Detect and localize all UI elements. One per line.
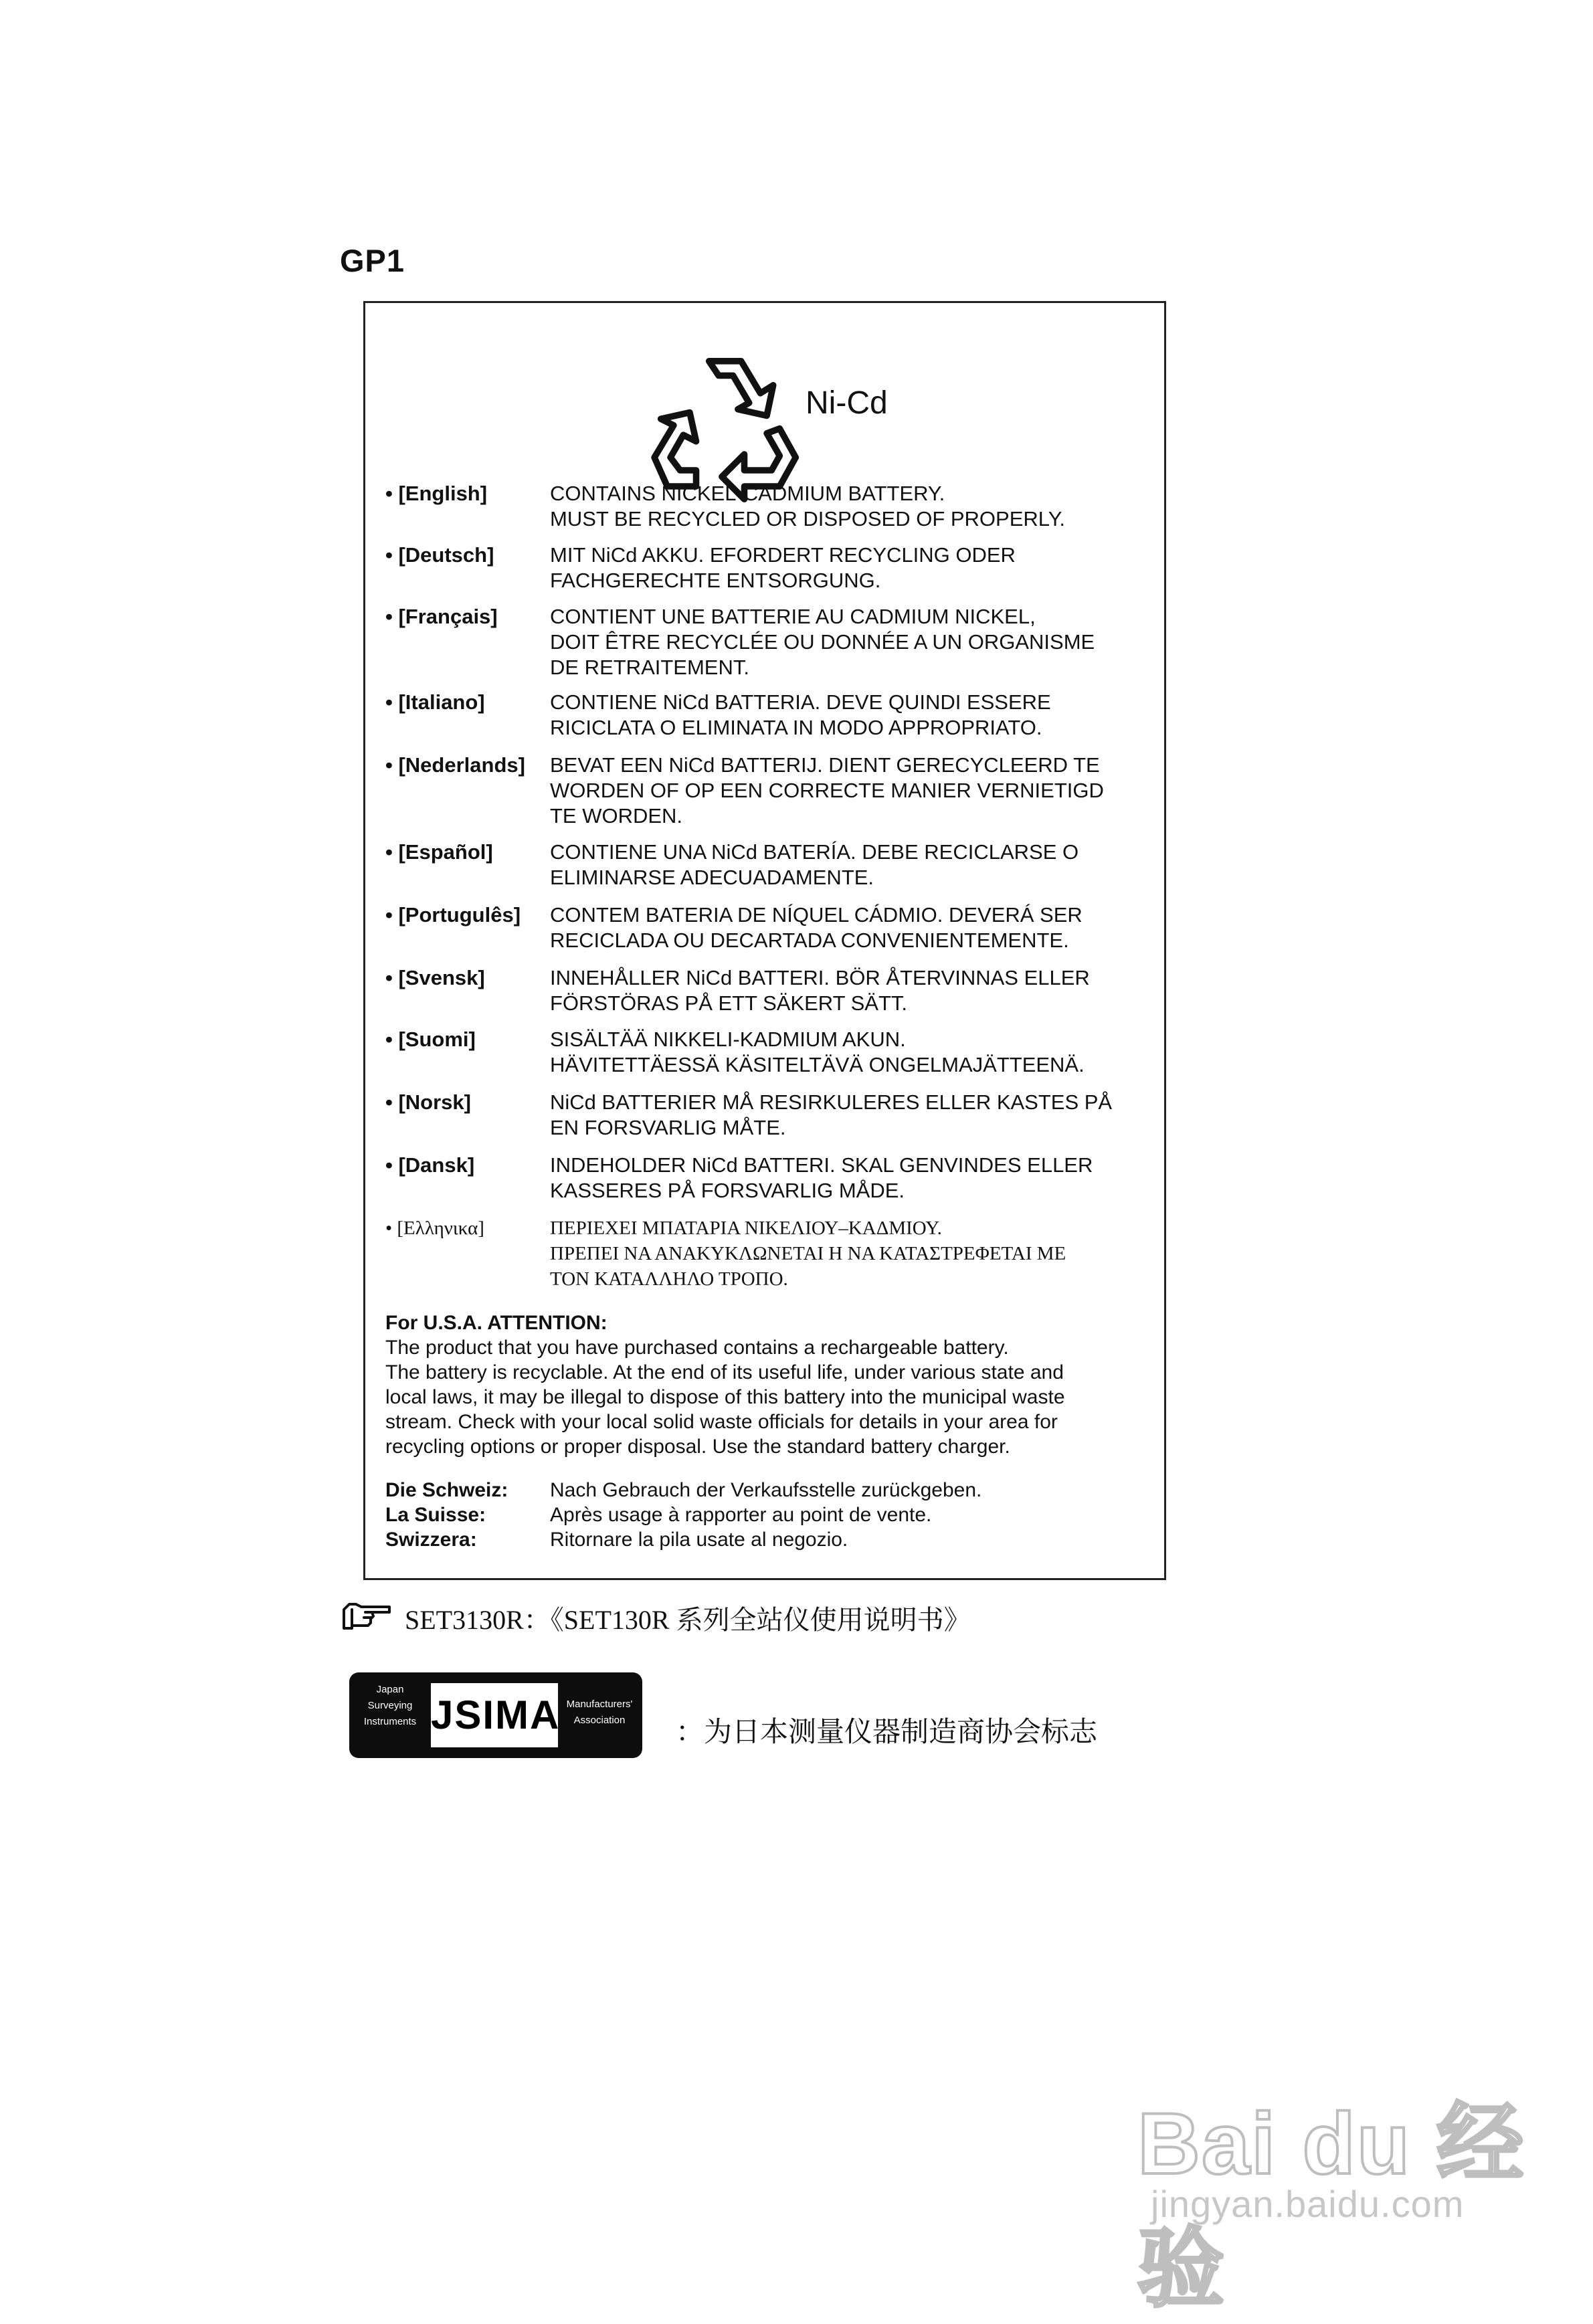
language-text: INDEHOLDER NiCd BATTERI. SKAL GENVINDES ELLER KASSERES PÅ FORSVARLIG MÅDE.: [550, 1153, 1093, 1202]
jsima-line: Association: [573, 1715, 626, 1726]
page-title: GP1: [340, 243, 405, 278]
language-label: • [Portugulês]: [385, 903, 521, 927]
usa-body: The product that you have purchased contains a rechargeable battery. The battery is recyclable. At the end of its useful life, under various state and local laws, it may be illegal to dispose of this battery into the municipal waste stream. Check with your local solid waste officials for details in your area for recycling options or proper disposal. Use the standard battery charger.: [385, 1337, 1065, 1458]
language-label: • [Dansk]: [385, 1153, 475, 1177]
swiss-row: [385, 1527, 1155, 1552]
jsima-line: Instruments: [363, 1716, 417, 1727]
jsima-line: Manufacturers': [566, 1699, 633, 1710]
language-text: CONTEM BATERIA DE NÍQUEL CÁDMIO. DEVERÁ SER RECICLADA OU DECARTADA CONVENIENTEMENTE.: [550, 903, 1083, 952]
language-label: • [Français]: [385, 605, 498, 628]
language-text: ΠΕΡΙΕΧΕΙ ΜΠΑΤΑΡΙΑ ΝΙΚΕΛΙΟΥ–ΚΑΔΜΙΟΥ. ΠΡΕΠΕΙ ΝΑ ΑΝΑΚΥΚΛΩΝΕΤΑΙ Η ΝΑ ΚΑΤΑΣΤΡΕΦΕΤΑΙ ΜΕ ΤΟΝ ΚΑΤΑΛΛΗΛΟ ΤΡΟΠΟ.: [550, 1218, 1066, 1290]
watermark-url: jingyan.baidu.com: [1151, 2183, 1465, 2225]
recycle-icon: [646, 342, 810, 502]
language-text: BEVAT EEN NiCd BATTERIJ. DIENT GERECYCLEERD TE WORDEN OF OP EEN CORRECTE MANIER VERNIETIGD TE WORDEN.: [550, 753, 1104, 828]
swiss-row: [385, 1503, 1155, 1527]
language-text: CONTIENT UNE BATTERIE AU CADMIUM NICKEL, DOIT ÊTRE RECYCLÉE OU DONNÉE A UN ORGANISME DE RETRAITEMENT.: [550, 605, 1095, 679]
language-text: CONTAINS NICKEL-CADMIUM BATTERY. MUST BE RECYCLED OR DISPOSED OF PROPERLY.: [550, 482, 1066, 530]
language-label: • [Nederlands]: [385, 753, 525, 777]
swiss-text: Ritornare la pila usate al negozio.: [550, 1529, 848, 1551]
language-text: INNEHÅLLER NiCd BATTERI. BÖR ÅTERVINNAS ELLER FÖRSTÖRAS PÅ ETT SÄKERT SÄTT.: [550, 966, 1090, 1015]
language-label: • [Ελληνικα]: [385, 1218, 484, 1239]
language-label: • [English]: [385, 482, 488, 505]
language-text: MIT NiCd AKKU. EFORDERT RECYCLING ODER FACHGERECHTE ENTSORGUNG.: [550, 543, 1016, 592]
swiss-text: Nach Gebrauch der Verkaufsstelle zurückgeben.: [550, 1479, 982, 1501]
language-text: SISÄLTÄÄ NIKKELI-KADMIUM AKUN. HÄVITETTÄESSÄ KÄSITELTÄVÄ ONGELMAJÄTTEENÄ.: [550, 1028, 1085, 1076]
jsima-logo: [349, 1672, 642, 1758]
language-text: NiCd BATTERIER MÅ RESIRKULERES ELLER KASTES PÅ EN FORSVARLIG MÅTE.: [550, 1090, 1113, 1139]
jsima-caption: ：为日本测量仪器制造商协会标志: [676, 1715, 1098, 1748]
jsima-logo-right-text: [562, 1697, 637, 1729]
swiss-label: Swizzera:: [385, 1529, 477, 1551]
language-label: • [Norsk]: [385, 1090, 471, 1114]
swiss-text: Après usage à rapporter au point de vente.: [550, 1504, 932, 1526]
language-text: CONTIENE NiCd BATTERIA. DEVE QUINDI ESSERE RICICLATA O ELIMINATA IN MODO APPROPRIATO.: [550, 690, 1051, 739]
swiss-row: [385, 1478, 1155, 1503]
usa-heading: For U.S.A. ATTENTION:: [385, 1312, 607, 1334]
swiss-label: La Suisse:: [385, 1504, 486, 1526]
watermark-brand: Bai du 经验: [1137, 2095, 1525, 2317]
swiss-label: Die Schweiz:: [385, 1479, 508, 1501]
language-label: • [Svensk]: [385, 966, 485, 989]
language-label: • [Deutsch]: [385, 543, 494, 567]
battery-label-box: [363, 301, 1166, 1580]
jsima-logo-left-text: [353, 1682, 427, 1730]
jsima-wordmark: JSIMA: [431, 1683, 558, 1747]
battery-type: Ni-Cd: [806, 385, 888, 421]
pointing-hand-icon: [341, 1600, 392, 1632]
baidu-watermark: [1131, 2034, 1559, 2317]
jsima-line: Japan: [376, 1684, 404, 1695]
usa-attention-notice: [385, 1311, 1155, 1459]
language-label: • [Italiano]: [385, 690, 485, 714]
language-label: • [Suomi]: [385, 1028, 476, 1051]
reference-text: SET3130R：《SET130R 系列全站仪使用说明书》: [405, 1605, 971, 1635]
swiss-return-notice: [385, 1478, 1155, 1552]
language-text: CONTIENE UNA NiCd BATERÍA. DEBE RECICLARSE O ELIMINARSE ADECUADAMENTE.: [550, 840, 1079, 889]
language-label: • [Español]: [385, 840, 493, 864]
jsima-line: Surveying: [367, 1700, 413, 1711]
